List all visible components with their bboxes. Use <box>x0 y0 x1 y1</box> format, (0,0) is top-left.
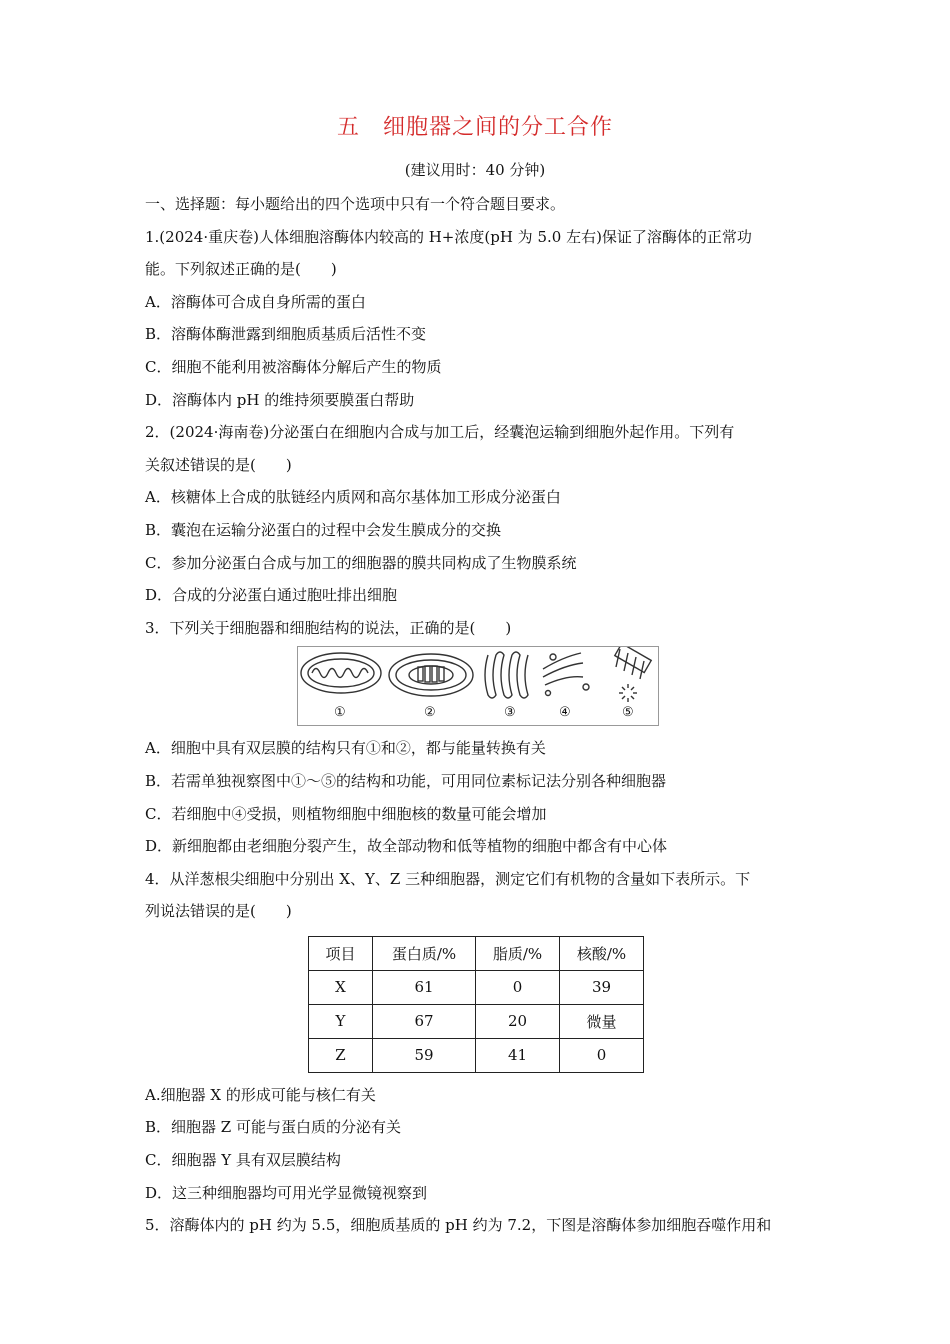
table-cell: Y <box>309 1004 373 1038</box>
table-cell: 20 <box>476 1004 560 1038</box>
question-1-option-b: B．溶酶体酶泄露到细胞质基质后活性不变 <box>145 325 427 344</box>
question-3 <box>145 612 810 863</box>
table-cell: Z <box>309 1038 373 1072</box>
question-4-stem-line-1: 4．从洋葱根尖细胞中分别出 X、Y、Z 三种细胞器，测定它们有机物的含量如下表所示。下 <box>145 869 751 888</box>
table-row <box>309 970 644 1004</box>
question-4-option-d: D．这三种细胞器均可用光学显微镜视察到 <box>145 1183 428 1202</box>
table-row <box>309 1004 644 1038</box>
question-2-option-a: A．核糖体上合成的肽链经内质网和高尔基体加工形成分泌蛋白 <box>145 488 561 507</box>
golgi-apparatus-drawing <box>543 653 589 696</box>
question-1 <box>145 221 810 417</box>
question-4-option-a: A.细胞器 X 的形成可能与核仁有关 <box>145 1085 376 1104</box>
question-4-stem-line-2: 列说法错误的是( ) <box>145 902 292 921</box>
question-2-stem-line-1: 2．(2024·海南卷)分泌蛋白在细胞内合成与加工后，经囊泡运输到细胞外起作用。下列有 <box>145 423 735 442</box>
question-1-option-c: C．细胞不能利用被溶酶体分解后产生的物质 <box>145 357 442 376</box>
question-1-option-a: A．溶酶体可合成自身所需的蛋白 <box>145 292 366 311</box>
table-cell: 39 <box>560 970 644 1004</box>
table-cell: 0 <box>476 970 560 1004</box>
page-title: 五 细胞器之间的分工合作 <box>336 115 613 140</box>
figure-label-5: ⑤ <box>622 705 634 721</box>
question-1-stem-line-2: 能。下列叙述正确的是( ) <box>145 260 337 279</box>
question-4-option-c: C．细胞器 Y 具有双层膜结构 <box>145 1151 341 1170</box>
organelle-figure <box>297 646 659 726</box>
table-cell: 0 <box>560 1038 644 1072</box>
organelle-composition-table <box>308 936 644 1073</box>
table-cell: 41 <box>476 1038 560 1072</box>
question-3-stem: 3．下列关于细胞器和细胞结构的说法，正确的是( ) <box>145 618 512 637</box>
endoplasmic-reticulum-drawing <box>485 652 528 698</box>
table-row <box>309 1038 644 1072</box>
table-cell: 微量 <box>560 1004 644 1038</box>
mitochondrion-drawing <box>301 653 381 693</box>
question-4-option-b: B．细胞器 Z 可能与蛋白质的分泌有关 <box>145 1118 401 1137</box>
question-3-option-d: D．新细胞都由老细胞分裂产生，故全部动物和低等植物的细胞中都含有中心体 <box>145 837 668 856</box>
question-5 <box>145 1209 810 1242</box>
figure-label-1: ① <box>334 705 346 721</box>
table-header-cell: 核酸/% <box>560 936 644 970</box>
question-5-stem-line-1: 5．溶酶体内的 pH 约为 5.5，细胞质基质的 pH 约为 7.2，下图是溶酶体参加细胞吞噬作用和 <box>145 1216 772 1235</box>
question-4 <box>145 863 810 1210</box>
table-cell: 67 <box>373 1004 476 1038</box>
question-3-option-c: C．若细胞中④受损，则植物细胞中细胞核的数量可能会增加 <box>145 804 547 823</box>
question-2-stem-line-2: 关叙述错误的是( ) <box>145 455 292 474</box>
question-list <box>145 188 810 1242</box>
table-header-cell: 项目 <box>309 936 373 970</box>
question-3-option-b: B．若需单独视察图中①～⑤的结构和功能，可用同位素标记法分别各种细胞器 <box>145 771 667 790</box>
table-cell: 59 <box>373 1038 476 1072</box>
organelle-drawings <box>298 647 658 725</box>
table-header-cell: 蛋白质/% <box>373 936 476 970</box>
question-2-option-b: B．囊泡在运输分泌蛋白的过程中会发生膜成分的交换 <box>145 520 502 539</box>
question-2-option-c: C．参加分泌蛋白合成与加工的细胞器的膜共同构成了生物膜系统 <box>145 553 577 572</box>
question-2-option-d: D．合成的分泌蛋白通过胞吐排出细胞 <box>145 586 398 605</box>
table-header-cell: 脂质/% <box>476 936 560 970</box>
table-header-row <box>309 936 644 970</box>
chloroplast-drawing <box>389 654 473 696</box>
figure-label-3: ③ <box>504 705 516 721</box>
suggested-time: (建议用时：40 分钟) <box>404 161 546 179</box>
centrosome-drawing <box>615 647 651 702</box>
question-2 <box>145 416 810 612</box>
question-1-option-d: D．溶酶体内 pH 的维持须要膜蛋白帮助 <box>145 390 415 409</box>
question-1-stem-line-1: 1.(2024·重庆卷)人体细胞溶酶体内较高的 H+浓度(pH 为 5.0 左右)保证了溶酶体的正常功 <box>145 227 752 246</box>
figure-label-4: ④ <box>559 705 571 721</box>
section-heading: 一、选择题：每小题给出的四个选项中只有一个符合题目要求。 <box>145 195 566 213</box>
table-cell: X <box>309 970 373 1004</box>
table-cell: 61 <box>373 970 476 1004</box>
figure-label-2: ② <box>424 705 436 721</box>
question-3-option-a: A．细胞中具有双层膜的结构只有①和②，都与能量转换有关 <box>145 739 546 758</box>
